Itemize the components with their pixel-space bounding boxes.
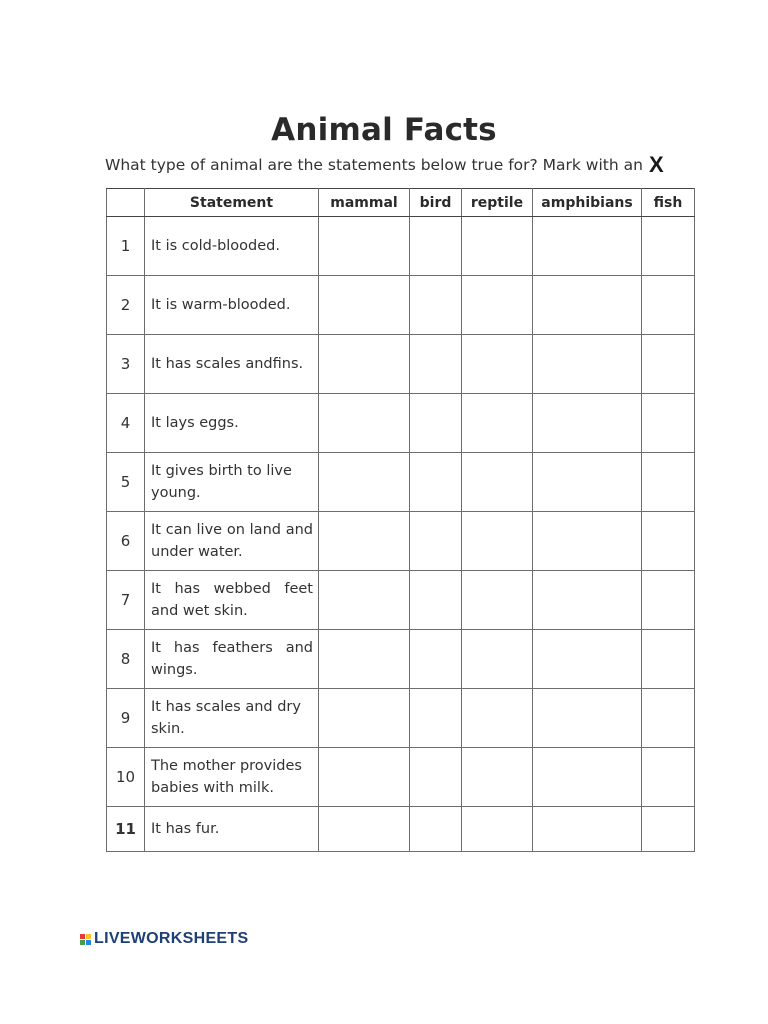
- table-row: [107, 276, 695, 335]
- header-fish: fish: [642, 189, 695, 217]
- answer-cell-bird[interactable]: [410, 689, 462, 748]
- worksheet-title: Animal Facts: [271, 112, 497, 148]
- answer-cell-mammal[interactable]: [319, 748, 410, 807]
- row-number: 10: [107, 748, 145, 807]
- answer-cell-fish[interactable]: [642, 217, 695, 276]
- answer-cell-amphibians[interactable]: [533, 394, 642, 453]
- answer-cell-fish[interactable]: [642, 630, 695, 689]
- answer-cell-amphibians[interactable]: [533, 630, 642, 689]
- answer-cell-reptile[interactable]: [462, 512, 533, 571]
- row-number: 8: [107, 630, 145, 689]
- row-number: 5: [107, 453, 145, 512]
- logo-squares-icon: [80, 934, 91, 945]
- answer-cell-amphibians[interactable]: [533, 276, 642, 335]
- answer-cell-fish[interactable]: [642, 807, 695, 852]
- answer-cell-amphibians[interactable]: [533, 689, 642, 748]
- row-number: 2: [107, 276, 145, 335]
- table-row: [107, 512, 695, 571]
- header-number: [107, 189, 145, 217]
- answer-cell-mammal[interactable]: [319, 571, 410, 630]
- table-row: [107, 217, 695, 276]
- row-number: 7: [107, 571, 145, 630]
- answer-cell-bird[interactable]: [410, 807, 462, 852]
- answer-cell-fish[interactable]: [642, 748, 695, 807]
- header-statement: Statement: [145, 189, 319, 217]
- answer-cell-amphibians[interactable]: [533, 512, 642, 571]
- statement-text: It has feathers and wings.: [145, 630, 319, 689]
- statement-text: It has scales and dry skin.: [145, 689, 319, 748]
- statement-text: It lays eggs.: [145, 394, 319, 453]
- answer-cell-fish[interactable]: [642, 453, 695, 512]
- answer-cell-bird[interactable]: [410, 453, 462, 512]
- answer-cell-bird[interactable]: [410, 276, 462, 335]
- answer-cell-bird[interactable]: [410, 512, 462, 571]
- table-header-row: [107, 189, 695, 217]
- instruction-text: [105, 152, 725, 178]
- answer-cell-reptile[interactable]: [462, 630, 533, 689]
- statement-text: It gives birth to live young.: [145, 453, 319, 512]
- answer-cell-fish[interactable]: [642, 276, 695, 335]
- mark-symbol: X: [648, 152, 664, 177]
- answer-cell-mammal[interactable]: [319, 630, 410, 689]
- answer-cell-reptile[interactable]: [462, 453, 533, 512]
- answer-cell-fish[interactable]: [642, 571, 695, 630]
- row-number: 1: [107, 217, 145, 276]
- answer-cell-amphibians[interactable]: [533, 571, 642, 630]
- row-number: 3: [107, 335, 145, 394]
- liveworksheets-logo[interactable]: [80, 929, 248, 949]
- answer-cell-mammal[interactable]: [319, 335, 410, 394]
- answer-cell-reptile[interactable]: [462, 571, 533, 630]
- statement-text: It is warm-blooded.: [145, 276, 319, 335]
- header-mammal: mammal: [319, 189, 410, 217]
- table-row: [107, 394, 695, 453]
- answer-cell-mammal[interactable]: [319, 807, 410, 852]
- answer-cell-mammal[interactable]: [319, 689, 410, 748]
- answer-cell-reptile[interactable]: [462, 335, 533, 394]
- answer-cell-bird[interactable]: [410, 335, 462, 394]
- instruction-label: What type of animal are the statements below true for? Mark with an: [105, 156, 643, 174]
- header-reptile: reptile: [462, 189, 533, 217]
- answer-cell-bird[interactable]: [410, 394, 462, 453]
- answer-cell-bird[interactable]: [410, 748, 462, 807]
- table-row: [107, 630, 695, 689]
- animal-facts-table: [106, 188, 695, 852]
- row-number: 11: [107, 807, 145, 852]
- answer-cell-reptile[interactable]: [462, 748, 533, 807]
- statement-text: It has scales andfins.: [145, 335, 319, 394]
- statement-text: It is cold-blooded.: [145, 217, 319, 276]
- answer-cell-amphibians[interactable]: [533, 335, 642, 394]
- answer-cell-amphibians[interactable]: [533, 217, 642, 276]
- header-amphibians: amphibians: [533, 189, 642, 217]
- answer-cell-bird[interactable]: [410, 217, 462, 276]
- table-row: [107, 453, 695, 512]
- answer-cell-reptile[interactable]: [462, 689, 533, 748]
- answer-cell-reptile[interactable]: [462, 807, 533, 852]
- row-number: 6: [107, 512, 145, 571]
- row-number: 4: [107, 394, 145, 453]
- answer-cell-mammal[interactable]: [319, 512, 410, 571]
- answer-cell-fish[interactable]: [642, 335, 695, 394]
- answer-cell-mammal[interactable]: [319, 453, 410, 512]
- answer-cell-reptile[interactable]: [462, 276, 533, 335]
- header-bird: bird: [410, 189, 462, 217]
- statement-text: It has webbed feet and wet skin.: [145, 571, 319, 630]
- table-row: [107, 689, 695, 748]
- brand-name: LIVEWORKSHEETS: [94, 930, 249, 947]
- answer-cell-fish[interactable]: [642, 689, 695, 748]
- statement-text: It has fur.: [145, 807, 319, 852]
- answer-cell-reptile[interactable]: [462, 394, 533, 453]
- statement-text: It can live on land and under water.: [145, 512, 319, 571]
- answer-cell-bird[interactable]: [410, 571, 462, 630]
- answer-cell-amphibians[interactable]: [533, 748, 642, 807]
- answer-cell-mammal[interactable]: [319, 217, 410, 276]
- table-row: [107, 748, 695, 807]
- answer-cell-fish[interactable]: [642, 512, 695, 571]
- answer-cell-mammal[interactable]: [319, 394, 410, 453]
- statement-text: The mother provides babies with milk.: [145, 748, 319, 807]
- table-row: [107, 571, 695, 630]
- table-row: [107, 807, 695, 852]
- answer-cell-mammal[interactable]: [319, 276, 410, 335]
- table-row: [107, 335, 695, 394]
- answer-cell-reptile[interactable]: [462, 217, 533, 276]
- answer-cell-fish[interactable]: [642, 394, 695, 453]
- row-number: 9: [107, 689, 145, 748]
- answer-cell-bird[interactable]: [410, 630, 462, 689]
- answer-cell-amphibians[interactable]: [533, 807, 642, 852]
- answer-cell-amphibians[interactable]: [533, 453, 642, 512]
